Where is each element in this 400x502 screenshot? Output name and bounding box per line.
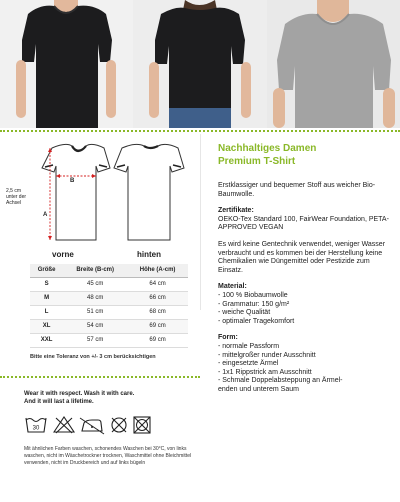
size-diagram: [0, 140, 200, 260]
list-item: - normale Passform: [218, 342, 280, 350]
form-section: [218, 334, 396, 394]
note-line: 2,5 cm: [6, 188, 22, 194]
photo-black-back: [133, 0, 267, 128]
no-dryclean-icon: [112, 418, 126, 432]
list-item: - optimaler Tragekomfort: [218, 317, 295, 325]
diagram-note: [6, 188, 36, 206]
table-row: [30, 291, 188, 305]
height-cell: 69 cm: [127, 319, 188, 333]
iron-low-icon: [80, 418, 104, 434]
certificates-text: OEKO-Tex Standard 100, FairWear Foundation, PETA-APPROVED VEGAN: [218, 215, 389, 232]
size-cell: XXL: [30, 333, 63, 347]
table-row: [30, 319, 188, 333]
col-header-width: Breite (B-cm): [63, 264, 127, 277]
table-row: [30, 333, 188, 347]
intro-text: Erstklassiger und bequemer Stoff aus weicher Bio-Baumwolle.: [218, 182, 376, 198]
table-row: [30, 305, 188, 319]
size-cell: XL: [30, 319, 63, 333]
back-label: hinten: [137, 250, 161, 259]
height-cell: 64 cm: [127, 277, 188, 291]
care-slogan: [24, 390, 134, 406]
form-heading: Form:: [218, 334, 238, 342]
divider-dotted: [0, 130, 400, 132]
col-header-height: Höhe (A-cm): [127, 264, 188, 277]
column-divider: [200, 134, 201, 310]
product-description: [218, 142, 396, 402]
front-label: vorne: [52, 250, 74, 259]
width-cell: 45 cm: [63, 277, 127, 291]
no-bleach-icon: [54, 417, 74, 433]
list-item: - Grammatur: 150 g/m²: [218, 300, 290, 308]
eco-text: Es wird keine Gentechnik verwendet, weniger Wasser verbraucht und es kommen bei der Herstellung keine Chemikalien wie Düngemittel oder Pestizide zum Einsatz.: [218, 240, 386, 274]
list-item: - eingesetzte Ärmel: [218, 360, 279, 368]
title-line2: Premium T-Shirt: [218, 156, 296, 167]
width-cell: 57 cm: [63, 333, 127, 347]
list-item: - weiche Qualität: [218, 309, 271, 317]
care-icons: [24, 414, 154, 436]
shirt-back-outline: [114, 144, 184, 240]
photo-black-front: [0, 0, 133, 128]
list-item: - 1x1 Rippstrick am Ausschnitt: [218, 368, 312, 376]
size-cell: S: [30, 277, 63, 291]
care-instructions: Mit ähnlichen Farben waschen, schonendes Waschen bei 30°C, von links waschen, nicht im Wäschetrockner trocknen, Waschmittel ohne Bleichmittel verwenden, nicht im Druckbereich und auf links bügeln: [24, 446, 192, 466]
care-slogan-line1: Wear it with respect. Wash it with care.: [24, 391, 135, 397]
care-slogan-line2: And it will last a lifetime.: [24, 399, 94, 405]
measure-label-b: B: [70, 178, 75, 184]
list-item: - Schmale Doppelabsteppung an Ärmel-: [218, 377, 343, 385]
material-list: [218, 292, 396, 326]
size-table-header: [30, 264, 188, 277]
height-cell: 68 cm: [127, 305, 188, 319]
material-heading: Material:: [218, 283, 247, 291]
size-cell: L: [30, 305, 63, 319]
material-section: [218, 283, 396, 326]
product-photos: [0, 0, 400, 128]
form-list: [218, 343, 396, 395]
wash-temp: 30: [32, 425, 40, 432]
list-item: - mittelgroßer runder Ausschnitt: [218, 351, 316, 359]
no-tumble-dry-icon: [134, 417, 150, 433]
width-cell: 54 cm: [63, 319, 127, 333]
size-table: [30, 264, 188, 348]
product-title: [218, 142, 396, 168]
tolerance-note: Bitte eine Toleranz von +/- 3 cm berücksichtigen: [30, 354, 156, 360]
photo-grey-front: [267, 0, 400, 128]
table-row: [30, 277, 188, 291]
width-cell: 51 cm: [63, 305, 127, 319]
col-header-size: Größe: [30, 264, 63, 277]
certificates-section: [218, 207, 396, 233]
list-item: - 100 % Biobaumwolle: [218, 291, 288, 299]
measure-label-a: A: [43, 212, 48, 218]
width-cell: 48 cm: [63, 291, 127, 305]
title-line1: Nachhaltiges Damen: [218, 143, 317, 154]
height-cell: 69 cm: [127, 333, 188, 347]
height-cell: 66 cm: [127, 291, 188, 305]
wash-30-icon: [26, 418, 46, 432]
list-item-continuation: enden und unterem Saum: [218, 385, 299, 393]
shirt-front-outline: [42, 144, 110, 240]
note-line: unter der: [6, 194, 27, 200]
divider-dotted: [0, 376, 200, 378]
note-line: Achsel: [6, 200, 22, 206]
size-cell: M: [30, 291, 63, 305]
certificates-heading: Zertifikate:: [218, 207, 254, 215]
